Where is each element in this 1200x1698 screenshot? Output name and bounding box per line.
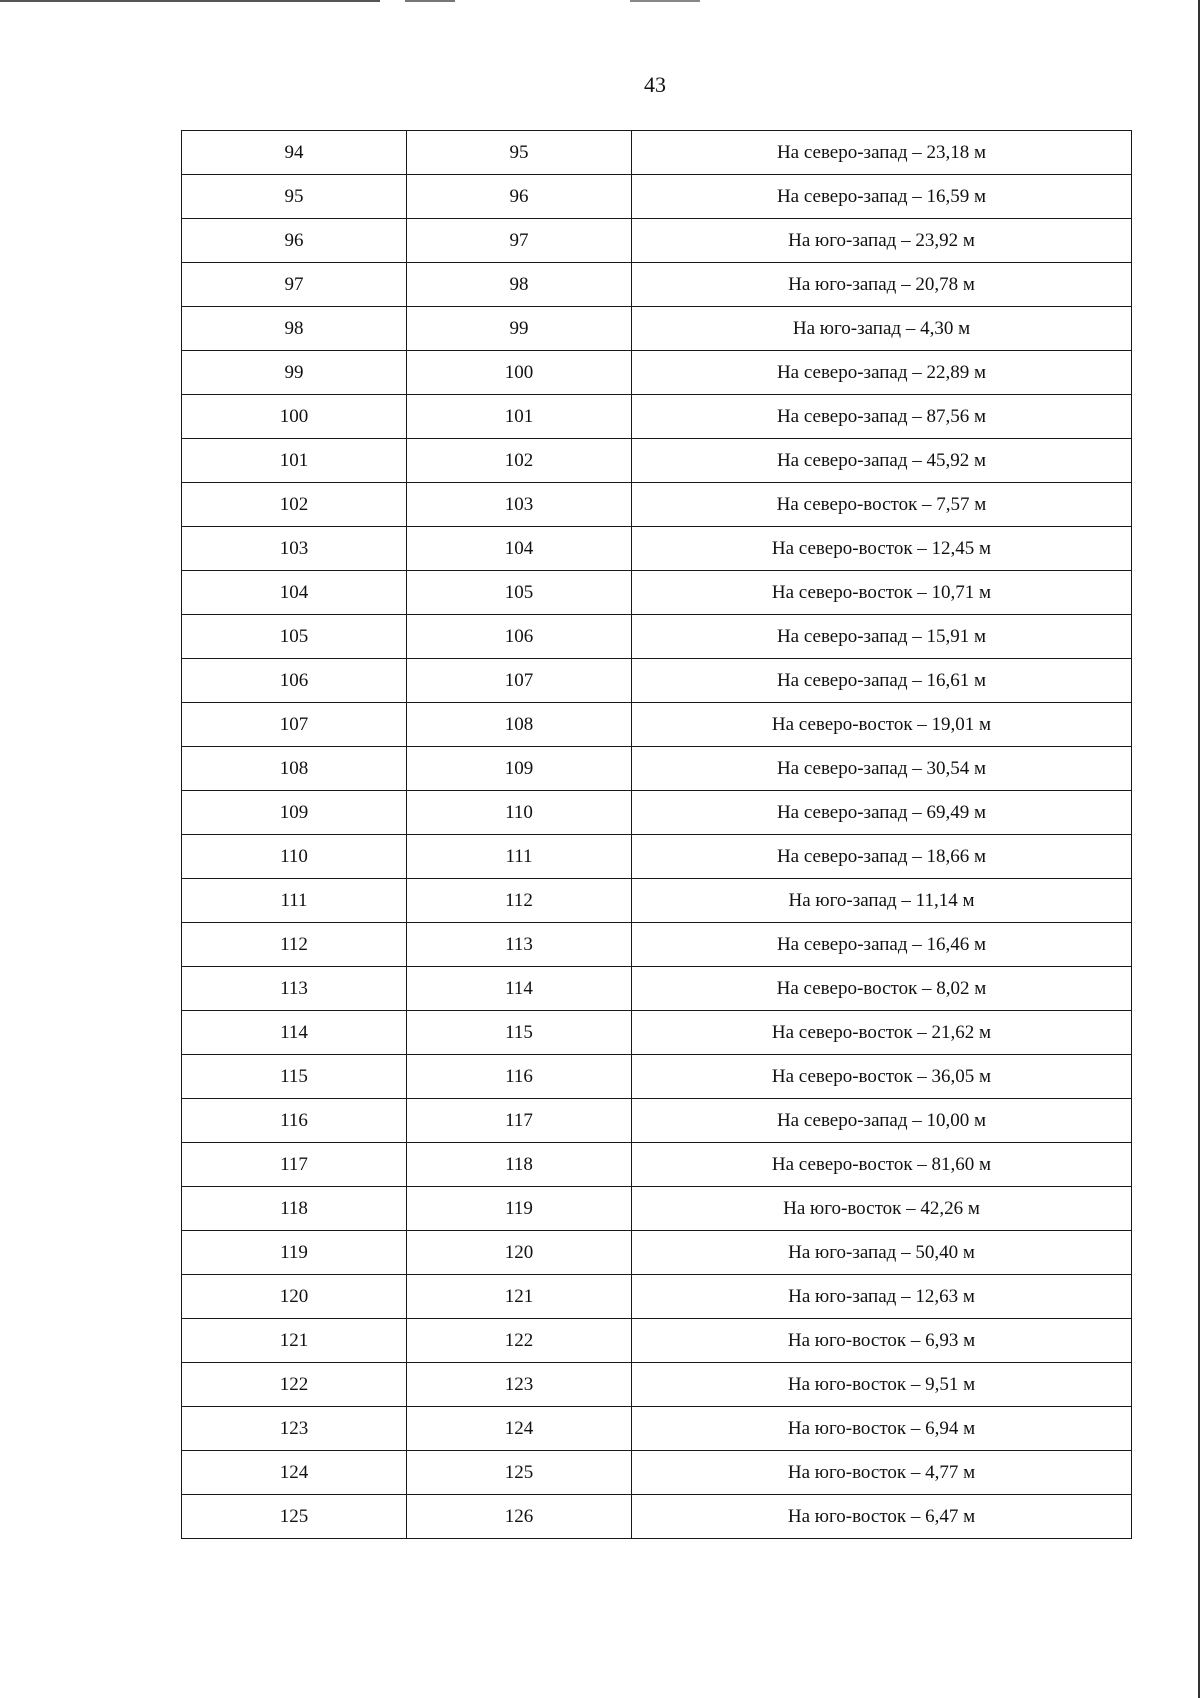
table-row (182, 791, 1132, 835)
direction-distance-cell: На юго-запад – 11,14 м (632, 879, 1132, 923)
point-to-cell: 95 (407, 131, 632, 175)
point-to-cell: 120 (407, 1231, 632, 1275)
table-row (182, 263, 1132, 307)
point-from-cell: 103 (182, 527, 407, 571)
point-from-cell: 119 (182, 1231, 407, 1275)
point-from-cell: 109 (182, 791, 407, 835)
point-to-cell: 103 (407, 483, 632, 527)
direction-distance-cell: На юго-восток – 9,51 м (632, 1363, 1132, 1407)
direction-distance-cell: На северо-запад – 23,18 м (632, 131, 1132, 175)
point-to-cell: 112 (407, 879, 632, 923)
direction-distance-cell: На юго-восток – 6,94 м (632, 1407, 1132, 1451)
point-to-cell: 126 (407, 1495, 632, 1539)
table-row (182, 1231, 1132, 1275)
point-from-cell: 101 (182, 439, 407, 483)
direction-distance-cell: На юго-восток – 6,93 м (632, 1319, 1132, 1363)
table-row (182, 1451, 1132, 1495)
direction-distance-cell: На северо-восток – 10,71 м (632, 571, 1132, 615)
table-row (182, 615, 1132, 659)
point-from-cell: 104 (182, 571, 407, 615)
table-row (182, 1187, 1132, 1231)
direction-distance-cell: На северо-запад – 16,61 м (632, 659, 1132, 703)
table-row (182, 1099, 1132, 1143)
table-row (182, 835, 1132, 879)
direction-distance-cell: На юго-запад – 4,30 м (632, 307, 1132, 351)
table-row (182, 703, 1132, 747)
point-to-cell: 100 (407, 351, 632, 395)
direction-distance-cell: На юго-восток – 6,47 м (632, 1495, 1132, 1539)
point-from-cell: 114 (182, 1011, 407, 1055)
point-to-cell: 105 (407, 571, 632, 615)
point-to-cell: 119 (407, 1187, 632, 1231)
table-row (182, 483, 1132, 527)
point-to-cell: 101 (407, 395, 632, 439)
point-to-cell: 125 (407, 1451, 632, 1495)
direction-distance-cell: На северо-запад – 87,56 м (632, 395, 1132, 439)
point-from-cell: 107 (182, 703, 407, 747)
direction-distance-cell: На северо-восток – 36,05 м (632, 1055, 1132, 1099)
point-to-cell: 111 (407, 835, 632, 879)
table-row (182, 131, 1132, 175)
table-row (182, 219, 1132, 263)
point-from-cell: 99 (182, 351, 407, 395)
direction-distance-cell: На юго-запад – 23,92 м (632, 219, 1132, 263)
point-from-cell: 116 (182, 1099, 407, 1143)
point-to-cell: 96 (407, 175, 632, 219)
direction-distance-cell: На юго-запад – 50,40 м (632, 1231, 1132, 1275)
point-from-cell: 105 (182, 615, 407, 659)
table-row (182, 1319, 1132, 1363)
point-to-cell: 104 (407, 527, 632, 571)
table-row (182, 571, 1132, 615)
direction-distance-cell: На северо-восток – 19,01 м (632, 703, 1132, 747)
table-row (182, 879, 1132, 923)
direction-distance-cell: На юго-восток – 4,77 м (632, 1451, 1132, 1495)
table-row (182, 527, 1132, 571)
table-row (182, 307, 1132, 351)
table-row (182, 747, 1132, 791)
point-to-cell: 123 (407, 1363, 632, 1407)
table-row (182, 659, 1132, 703)
point-from-cell: 98 (182, 307, 407, 351)
point-to-cell: 106 (407, 615, 632, 659)
point-to-cell: 98 (407, 263, 632, 307)
page-number: 43 (644, 72, 666, 97)
direction-distance-cell: На северо-запад – 30,54 м (632, 747, 1132, 791)
table-row (182, 1143, 1132, 1187)
point-from-cell: 112 (182, 923, 407, 967)
point-from-cell: 106 (182, 659, 407, 703)
table-row (182, 1055, 1132, 1099)
table-body (182, 131, 1132, 1539)
point-from-cell: 100 (182, 395, 407, 439)
direction-distance-cell: На северо-запад – 18,66 м (632, 835, 1132, 879)
point-to-cell: 107 (407, 659, 632, 703)
direction-distance-cell: На северо-восток – 8,02 м (632, 967, 1132, 1011)
direction-distance-cell: На юго-запад – 20,78 м (632, 263, 1132, 307)
direction-distance-cell: На северо-запад – 45,92 м (632, 439, 1132, 483)
point-to-cell: 118 (407, 1143, 632, 1187)
point-from-cell: 110 (182, 835, 407, 879)
point-from-cell: 96 (182, 219, 407, 263)
point-from-cell: 113 (182, 967, 407, 1011)
point-to-cell: 108 (407, 703, 632, 747)
direction-distance-cell: На северо-восток – 21,62 м (632, 1011, 1132, 1055)
direction-distance-cell: На северо-запад – 16,59 м (632, 175, 1132, 219)
direction-distance-cell: На северо-восток – 81,60 м (632, 1143, 1132, 1187)
table-row (182, 967, 1132, 1011)
direction-distance-cell: На северо-запад – 22,89 м (632, 351, 1132, 395)
point-to-cell: 116 (407, 1055, 632, 1099)
point-from-cell: 120 (182, 1275, 407, 1319)
point-from-cell: 94 (182, 131, 407, 175)
table-row (182, 1275, 1132, 1319)
table-row (182, 439, 1132, 483)
direction-distance-cell: На юго-восток – 42,26 м (632, 1187, 1132, 1231)
point-from-cell: 108 (182, 747, 407, 791)
point-to-cell: 115 (407, 1011, 632, 1055)
point-to-cell: 121 (407, 1275, 632, 1319)
direction-distance-cell: На северо-запад – 16,46 м (632, 923, 1132, 967)
point-to-cell: 110 (407, 791, 632, 835)
point-from-cell: 122 (182, 1363, 407, 1407)
point-from-cell: 118 (182, 1187, 407, 1231)
point-to-cell: 109 (407, 747, 632, 791)
point-from-cell: 115 (182, 1055, 407, 1099)
point-to-cell: 124 (407, 1407, 632, 1451)
direction-distance-cell: На юго-запад – 12,63 м (632, 1275, 1132, 1319)
point-to-cell: 122 (407, 1319, 632, 1363)
point-from-cell: 124 (182, 1451, 407, 1495)
table-row (182, 1495, 1132, 1539)
direction-distance-cell: На северо-запад – 10,00 м (632, 1099, 1132, 1143)
table-row (182, 175, 1132, 219)
table-row (182, 1011, 1132, 1055)
point-from-cell: 97 (182, 263, 407, 307)
direction-distance-cell: На северо-восток – 12,45 м (632, 527, 1132, 571)
point-to-cell: 99 (407, 307, 632, 351)
scan-border-top (0, 0, 1200, 2)
table-row (182, 1407, 1132, 1451)
point-from-cell: 125 (182, 1495, 407, 1539)
point-from-cell: 123 (182, 1407, 407, 1451)
direction-distance-cell: На северо-запад – 69,49 м (632, 791, 1132, 835)
table-row (182, 395, 1132, 439)
table-row (182, 1363, 1132, 1407)
point-from-cell: 102 (182, 483, 407, 527)
point-from-cell: 95 (182, 175, 407, 219)
point-to-cell: 117 (407, 1099, 632, 1143)
point-from-cell: 117 (182, 1143, 407, 1187)
table-row (182, 351, 1132, 395)
point-to-cell: 113 (407, 923, 632, 967)
point-from-cell: 121 (182, 1319, 407, 1363)
table-row (182, 923, 1132, 967)
point-from-cell: 111 (182, 879, 407, 923)
direction-distance-cell: На северо-восток – 7,57 м (632, 483, 1132, 527)
direction-distance-cell: На северо-запад – 15,91 м (632, 615, 1132, 659)
boundary-points-table (181, 130, 1132, 1539)
point-to-cell: 102 (407, 439, 632, 483)
point-to-cell: 97 (407, 219, 632, 263)
point-to-cell: 114 (407, 967, 632, 1011)
